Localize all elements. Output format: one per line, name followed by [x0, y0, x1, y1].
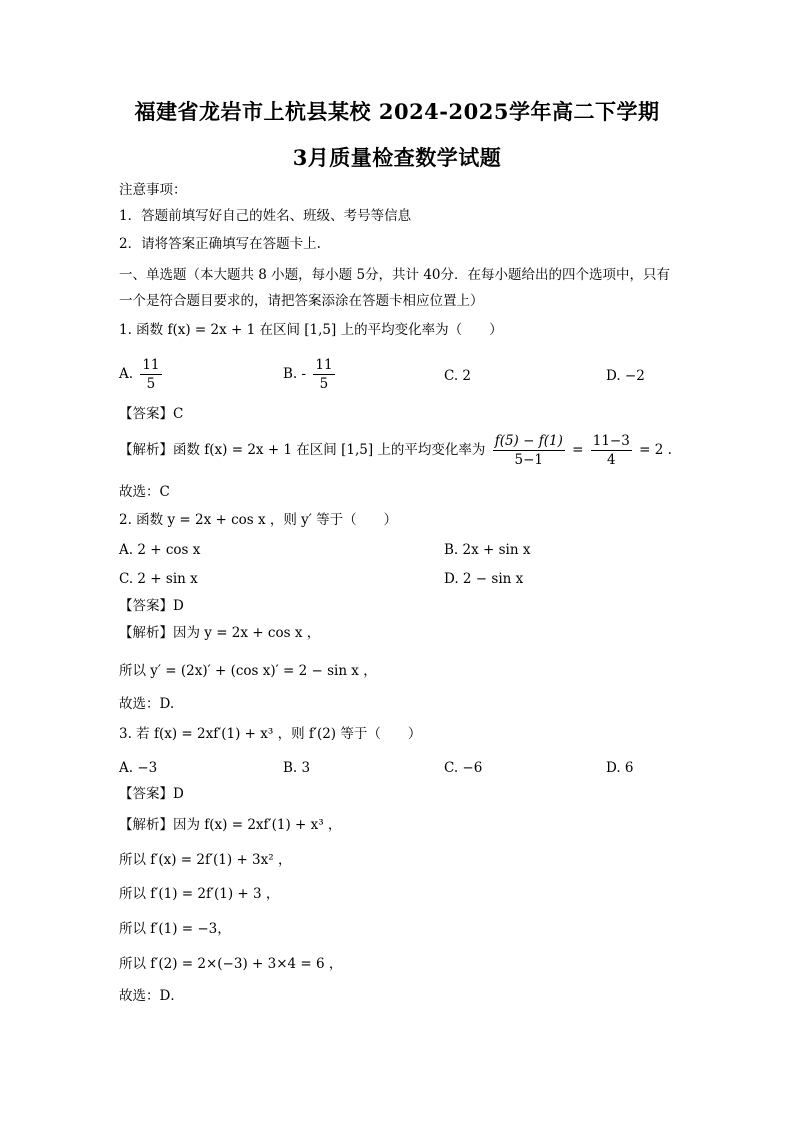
q2-answer: 【答案】D	[119, 598, 184, 614]
q1-analysis-fraction-2	[591, 432, 632, 469]
q2-option-a: A. 2 + cos x	[119, 542, 201, 558]
q3-option-d: D. 6	[606, 760, 634, 776]
q1-analysis-fraction-1-denominator: 5−1	[514, 452, 544, 468]
q3-option-c: C. −6	[444, 760, 483, 776]
q1-analysis-fraction-1	[493, 432, 565, 469]
q1-analysis-fraction-2-numerator: 11−3	[592, 433, 630, 449]
q3-option-a: A. −3	[119, 760, 158, 776]
q1-option-a-numerator: 11	[142, 357, 160, 373]
q1-option-a	[119, 356, 165, 393]
q2-option-c: C. 2 + sin x	[119, 571, 198, 587]
q1-option-b-denominator: 5	[319, 376, 329, 392]
q1-option-b-fraction	[313, 356, 334, 393]
q3-step-4: 所以 f′(2) = 2×(−3) + 3×4 = 6 ，	[119, 956, 343, 972]
q2-conclusion: 故选：D.	[119, 696, 175, 712]
q1-option-a-label: A.	[119, 366, 134, 382]
q1-analysis-fraction-2-denominator: 4	[607, 452, 616, 468]
exam-title-line2: 3月质量检查数学试题	[292, 145, 502, 170]
q1-analysis-equals: =	[572, 442, 584, 458]
q1-answer: 【答案】C	[119, 406, 184, 422]
q3-step-2: 所以 f′(1) = 2f′(1) + 3 ，	[119, 886, 280, 902]
exam-title-line1: 福建省龙岩市上杭县某校 2024-2025学年高二下学期	[134, 99, 660, 124]
q1-option-b-numerator: 11	[315, 357, 333, 373]
q1-analysis-fraction-1-numerator: f(5) − f(1)	[494, 433, 563, 449]
q1-stem: 1. 函数 f(x) = 2x + 1 在区间 [1,5] 上的平均变化率为（ ）	[119, 322, 503, 338]
q2-option-d: D. 2 − sin x	[444, 571, 524, 587]
notes-heading: 注意事项：	[119, 182, 187, 198]
q1-option-b-label: B. -	[283, 366, 307, 382]
q3-stem: 3. 若 f(x) = 2xf′(1) + x³ ，则 f′(2) 等于（ ）	[119, 726, 422, 742]
notes-item-2: 2．请将答案正确填写在答题卡上.	[119, 236, 321, 252]
q3-step-3: 所以 f′(1) = −3，	[119, 921, 231, 937]
q2-step-1: 所以 y′ = (2x)′ + (cos x)′ = 2 − sin x ，	[119, 663, 377, 679]
q3-analysis: 【解析】因为 f(x) = 2xf′(1) + x³ ，	[119, 817, 342, 833]
q1-option-d: D. −2	[606, 368, 645, 384]
q3-conclusion: 故选：D．	[119, 988, 184, 1004]
q1-option-a-denominator: 5	[146, 376, 156, 392]
q2-analysis: 【解析】因为 y = 2x + cos x ，	[119, 625, 321, 641]
q1-option-a-fraction	[140, 356, 161, 393]
q3-step-1: 所以 f′(x) = 2f′(1) + 3x² ，	[119, 852, 292, 868]
q1-conclusion: 故选：C	[119, 484, 170, 500]
q2-stem: 2. 函数 y = 2x + cos x ，则 y′ 等于（ ）	[119, 512, 398, 528]
q1-analysis	[119, 432, 672, 469]
q1-option-b	[283, 356, 338, 393]
q1-analysis-result: = 2 .	[639, 442, 672, 458]
q2-option-b: B. 2x + sin x	[444, 542, 531, 558]
notes-item-1: 1．答题前填写好自己的姓名、班级、考号等信息	[119, 208, 412, 224]
q3-option-b: B. 3	[283, 760, 311, 776]
q1-analysis-text: 【解析】函数 f(x) = 2x + 1 在区间 [1,5] 上的平均变化率为	[119, 442, 486, 458]
q1-option-c: C. 2	[444, 368, 472, 384]
q3-answer: 【答案】D	[119, 786, 184, 802]
section-instructions: 一、单选题（本大题共 8 小题，每小题 5分，共计 40分．在每小题给出的四个选项中，只有一个是符合题目要求的，请把答案添涂在答题卡相应位置上）	[119, 267, 671, 309]
